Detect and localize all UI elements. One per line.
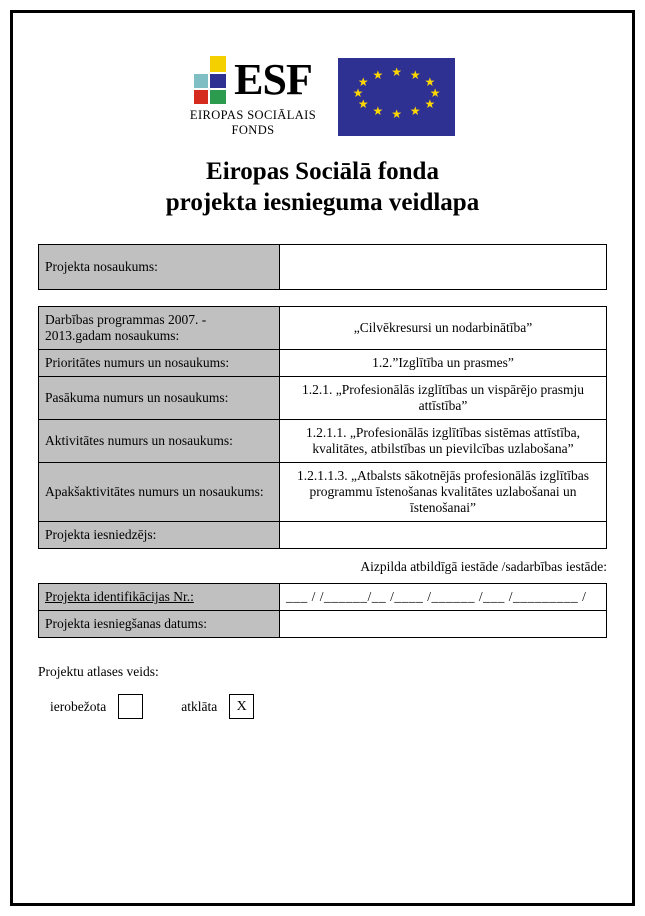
selection-options	[38, 694, 607, 719]
selection-section	[38, 664, 607, 719]
selection-title: Projektu atlases veids:	[38, 664, 159, 679]
applicant-value[interactable]	[280, 522, 607, 549]
esf-logo-top	[194, 56, 312, 104]
table-row	[39, 463, 607, 522]
esf-squares-icon	[194, 56, 226, 104]
table-row	[39, 611, 607, 638]
project-name-table	[38, 244, 607, 290]
page-title-line1: Eiropas Sociālā fonda	[206, 158, 439, 185]
submission-date-value[interactable]	[280, 611, 607, 638]
esf-caption-line1: EIROPAS SOCIĀLAIS	[189, 108, 317, 122]
measure-value: 1.2.1. „Profesionālās izglītības un vispārējo prasmju attīstība”	[280, 377, 607, 420]
option-limited-checkbox[interactable]	[118, 694, 143, 719]
programme-value: „Cilvēkresursi un nodarbinātība”	[280, 307, 607, 350]
option-open-label: atklāta	[181, 698, 218, 714]
activity-label: Aktivitātes numurs un nosaukums:	[39, 420, 280, 463]
measure-label: Pasākuma numurs un nosaukums:	[39, 377, 280, 420]
table-row	[39, 420, 607, 463]
esf-abbreviation: ESF	[234, 55, 312, 104]
table-row	[39, 307, 607, 350]
priority-label: Prioritātes numurs un nosaukums:	[39, 350, 280, 377]
page-title	[38, 156, 607, 218]
european-union-flag-icon: ★ ★ ★ ★ ★ ★ ★ ★ ★ ★ ★ ★	[338, 58, 455, 136]
esf-logo	[190, 56, 316, 138]
esf-caption	[190, 108, 316, 138]
project-name-value[interactable]	[280, 245, 607, 290]
activity-value: 1.2.1.1. „Profesionālās izglītības sistēmas attīstība, kvalitātes, atbilstības un pievilcības uzlabošana”	[280, 420, 607, 463]
page-title-line2: projekta iesnieguma veidlapa	[165, 189, 480, 216]
option-open-checkbox[interactable]: X	[229, 694, 254, 719]
identification-number-value[interactable]: ___ / /______/__ /____ /______ /___ /_________ /	[280, 584, 607, 611]
project-name-label: Projekta nosaukums:	[39, 245, 280, 290]
applicant-label: Projekta iesniedzējs:	[39, 522, 280, 549]
subactivity-label: Apakšaktivitātes numurs un nosaukums:	[39, 463, 280, 522]
table-row	[39, 584, 607, 611]
table-row	[39, 245, 607, 290]
institution-note: Aizpilda atbildīgā iestāde /sadarbības iestāde:	[360, 559, 607, 574]
programme-table	[38, 306, 607, 549]
table-row	[39, 377, 607, 420]
identification-number-label	[39, 584, 280, 611]
logo-row	[38, 56, 607, 138]
table-row	[39, 350, 607, 377]
programme-label: Darbības programmas 2007. - 2013.gadam nosaukums:	[39, 307, 280, 350]
esf-caption-line2: FONDS	[231, 123, 275, 137]
submission-date-label: Projekta iesniegšanas datums:	[39, 611, 280, 638]
identification-table	[38, 583, 607, 638]
table-row	[39, 522, 607, 549]
subactivity-value: 1.2.1.1.3. „Atbalsts sākotnējās profesionālās izglītības programmu īstenošanas kvalitātes uzlabošanai un īstenošanai”	[280, 463, 607, 522]
document-content	[10, 10, 635, 719]
identification-number-label-text: Projekta identifikācijas Nr.:	[45, 589, 194, 604]
priority-value: 1.2.”Izglītība un prasmes”	[280, 350, 607, 377]
option-limited-label: ierobežota	[50, 698, 107, 714]
